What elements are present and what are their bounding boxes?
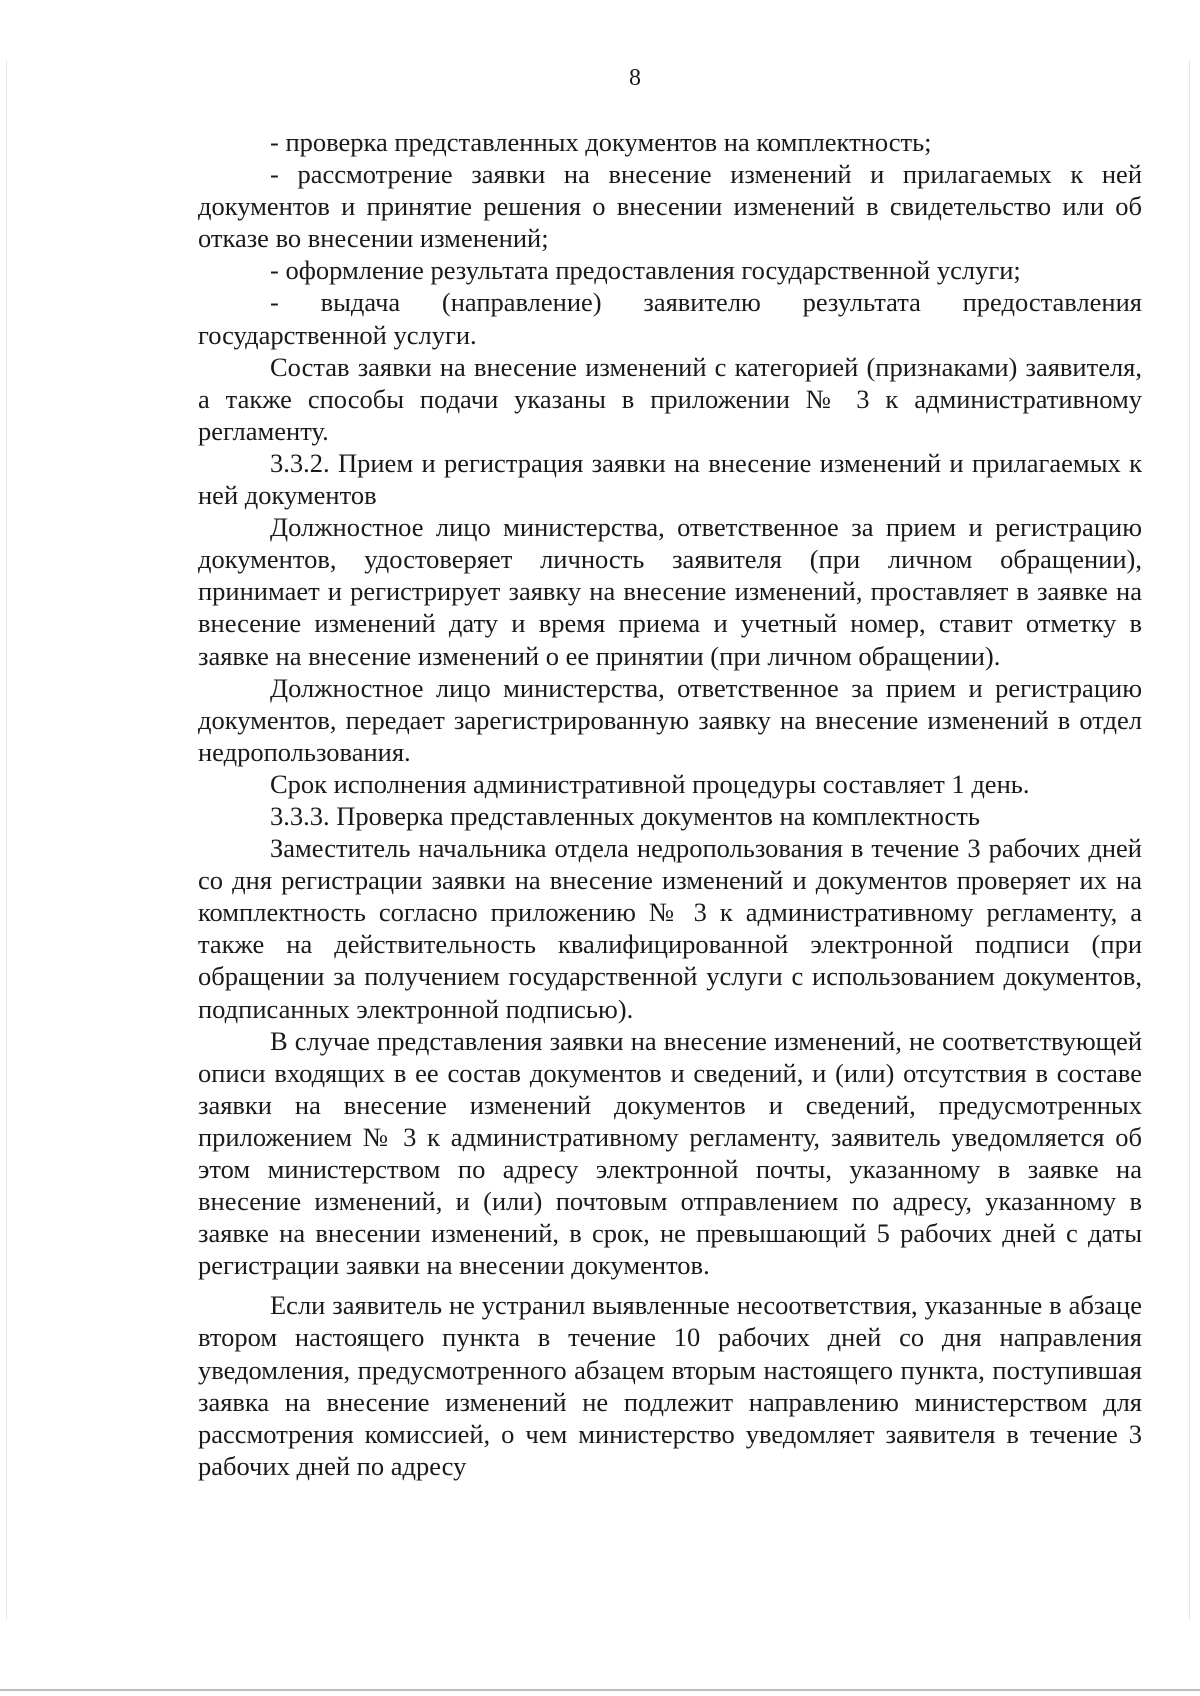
paragraph: Должностное лицо министерства, ответственное за прием и регистрацию документов, удостоверяет личность заявителя (при личном обращении), принимает и регистрирует заявку на внесение изменений, проставляет в заявке на внесение изменений дату и время приема и учетный номер, ставит отметку в заявке на внесение изменений о ее принятии (при личном обращении). xyxy=(198,512,1142,671)
page-number: 8 xyxy=(629,65,641,91)
paragraph: Заместитель начальника отдела недропользования в течение 3 рабочих дней со дня регистрации заявки на внесение изменений и документов проверяет их на комплектность согласно приложению № 3 к административному регламенту, а также на действительность квалифицированной электронной подписи (при обращении за получением государственной услуги с использованием документов, подписанных электронной подписью). xyxy=(198,833,1142,1024)
paragraph: Состав заявки на внесение изменений с категорией (признаками) заявителя, а также способы подачи указаны в приложении № 3 к административному регламенту. xyxy=(198,351,1142,446)
section-heading: 3.3.2. Прием и регистрация заявки на внесение изменений и прилагаемых к ней документов xyxy=(198,447,1142,511)
list-item: - проверка представленных документов на комплектность; xyxy=(270,127,932,157)
section-heading: 3.3.3. Проверка представленных документов на комплектность xyxy=(270,800,980,831)
list-item: - выдача (направление) заявителю результата предоставления государственной услуги. xyxy=(198,287,1142,350)
paragraph: В случае представления заявки на внесение изменений, не соответствующей описи входящих в ее состав документов и сведений, и (или) отсутствия в составе заявки на внесение изменений документов и сведений, предусмотренных приложением № 3 к административному регламенту, заявитель уведомляется об этом министерством по адресу электронной почты, указанному в заявке на внесение изменений, и (или) почтовым отправлением по адресу, указанному в заявке на внесении изменений, в срок, не превышающий 5 рабочих дней с даты регистрации заявки на внесении документов. xyxy=(198,1025,1142,1281)
document-body xyxy=(198,126,1142,1482)
scan-bottom-rule xyxy=(0,1689,1200,1691)
scan-edge-left xyxy=(6,60,7,1620)
list-item: - оформление результата предоставления государственной услуги; xyxy=(270,255,1021,286)
list-item: - рассмотрение заявки на внесение изменений и прилагаемых к ней документов и принятие решения о внесении изменений в свидетельство или об отказе во внесении изменений; xyxy=(198,159,1142,254)
paragraph: Срок исполнения административной процедуры составляет 1 день. xyxy=(270,768,1030,799)
paragraph: Должностное лицо министерства, ответственное за прием и регистрацию документов, передает зарегистрированную заявку на внесение изменений в отдел недропользования. xyxy=(198,672,1142,767)
paragraph: Если заявитель не устранил выявленные несоответствия, указанные в абзаце втором настоящего пункта в течение 10 рабочих дней со дня направления уведомления, предусмотренного абзацем вторым настоящего пункта, поступившая заявка на внесение изменений не подлежит направлению министерством для рассмотрения комиссией, о чем министерство уведомляет заявителя в течение 3 рабочих дней по адресу xyxy=(198,1290,1142,1481)
scan-edge-right xyxy=(1189,60,1190,1620)
